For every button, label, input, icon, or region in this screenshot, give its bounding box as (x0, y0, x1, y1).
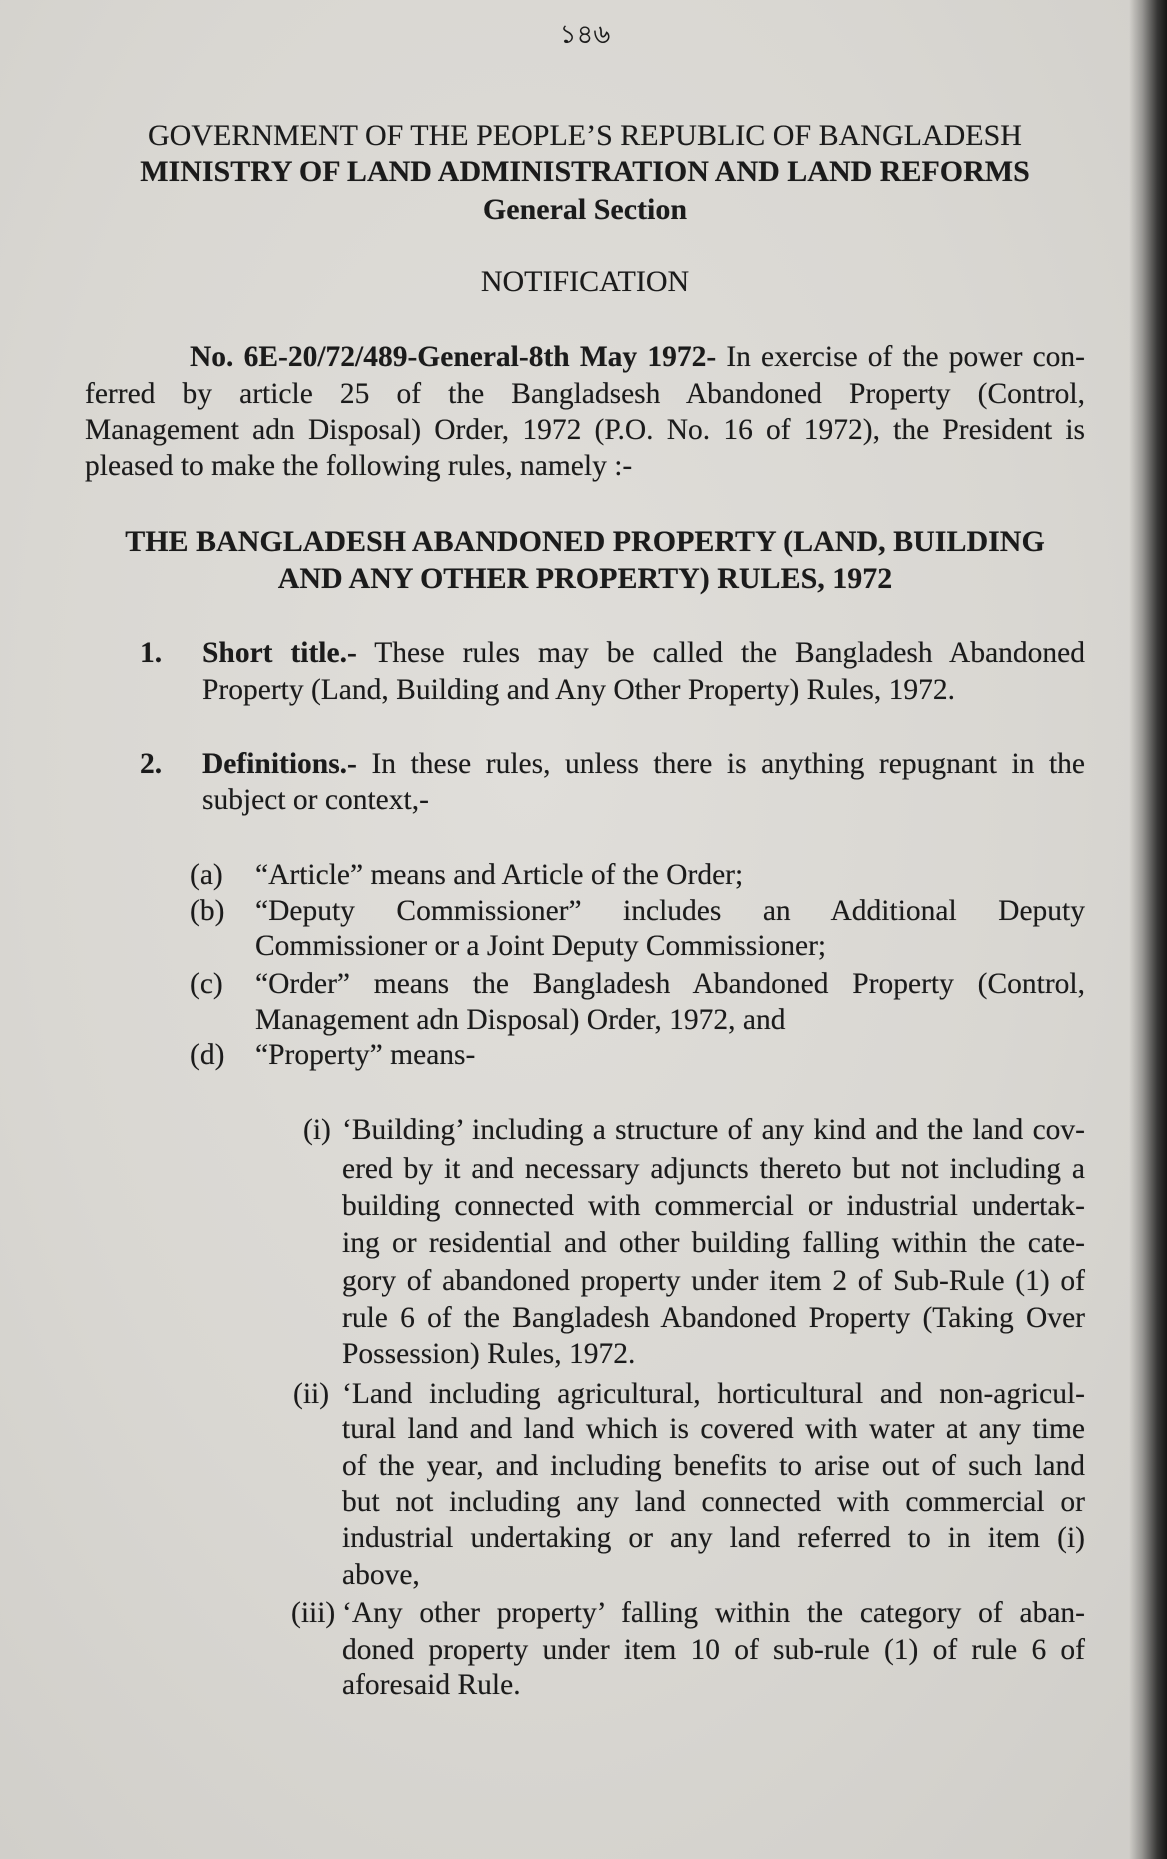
rule-text-line: Property (Land, Building and Any Other Property) Rules, 1972. (202, 674, 955, 706)
subitem-line: rule 6 of the Bangladesh Abandoned Property (Taking Over (342, 1302, 1085, 1334)
rule-heading: Short title.- (202, 637, 357, 669)
rule-heading: Definitions.- (202, 748, 357, 780)
subitem-line: ‘Building’ including a structure of any kind and the land cov- (342, 1114, 1085, 1146)
preamble-reference: No. 6E-20/72/489-General-8th May 1972- (190, 341, 717, 373)
clause-line: “Article” means and Article of the Order; (255, 859, 744, 891)
header-section: General Section (482, 193, 688, 226)
clause-label: (c) (190, 968, 223, 1000)
rule-text-line: Short title.- These rules may be called the Bangladesh Abandoned (202, 637, 1086, 669)
subitem-line: aforesaid Rule. (342, 1669, 521, 1701)
clause-line: “Property” means- (255, 1039, 476, 1071)
subitem-line: ing or residential and other building falling within the cate- (342, 1227, 1085, 1259)
subitem-line: ‘Land including agricultural, horticultural and non-agricul- (342, 1378, 1085, 1410)
subitem-line: above, (342, 1559, 420, 1591)
clause-label: (b) (190, 895, 225, 927)
notification-heading: NOTIFICATION (480, 265, 690, 298)
preamble-line: Management adn Disposal) Order, 1972 (P.O. No. 16 of 1972), the President is (85, 414, 1085, 446)
subitem-line: tural land and land which is covered with water at any time (342, 1413, 1085, 1445)
subitem-line: building connected with commercial or industrial undertak- (342, 1190, 1085, 1222)
clause-label: (a) (190, 859, 223, 891)
subitem-line: but not including any land connected with commercial or (342, 1486, 1085, 1518)
subitem-line: gory of abandoned property under item 2 of Sub-Rule (1) of (342, 1265, 1085, 1297)
subitem-line: Possession) Rules, 1972. (342, 1338, 636, 1370)
header-government: GOVERNMENT OF THE PEOPLE’S REPUBLIC OF BANGLADESH (148, 119, 1022, 152)
preamble-line: ferred by article 25 of the Bangladsesh Abandoned Property (Control, (85, 378, 1085, 410)
subitem-line: ered by it and necessary adjuncts thereto but not including a (342, 1153, 1085, 1185)
subitem-line: of the year, and including benefits to arise out of such land (342, 1450, 1085, 1482)
preamble-line: pleased to make the following rules, namely :- (85, 450, 633, 482)
rules-title: AND ANY OTHER PROPERTY) RULES, 1972 (277, 562, 893, 595)
clause-label: (d) (190, 1039, 225, 1071)
subitem-line: doned property under item 10 of sub-rule (1) of rule 6 of (342, 1634, 1085, 1666)
rule-text-line: Definitions.- In these rules, unless there is anything repugnant in the (202, 748, 1086, 780)
clause-line: Commissioner or a Joint Deputy Commissioner; (255, 930, 827, 962)
rule-text-line: subject or context,- (202, 784, 429, 816)
subitem-line: ‘Any other property’ falling within the category of aban- (342, 1597, 1085, 1629)
rule-number: 2. (140, 748, 163, 780)
subitem-line: industrial undertaking or any land referred to in item (i) (342, 1522, 1085, 1554)
clause-line: Management adn Disposal) Order, 1972, and (255, 1004, 786, 1036)
rules-title: THE BANGLADESH ABANDONED PROPERTY (LAND, BUILDING (125, 525, 1045, 558)
page-binding-shadow (1129, 0, 1167, 1859)
subitem-label: (iii) (291, 1597, 336, 1629)
header-ministry: MINISTRY OF LAND ADMINISTRATION AND LAND REFORMS (140, 155, 1030, 188)
page-number: ১৪৬ (559, 20, 611, 50)
rule-number: 1. (140, 637, 163, 669)
subitem-label: (i) (303, 1114, 331, 1146)
clause-line: “Deputy Commissioner” includes an Additional Deputy (255, 895, 1085, 927)
preamble-line: No. 6E-20/72/489-General-8th May 1972- In exercise of the power con- (190, 341, 1086, 373)
clause-line: “Order” means the Bangladesh Abandoned Property (Control, (255, 968, 1085, 1000)
subitem-label: (ii) (293, 1378, 330, 1410)
